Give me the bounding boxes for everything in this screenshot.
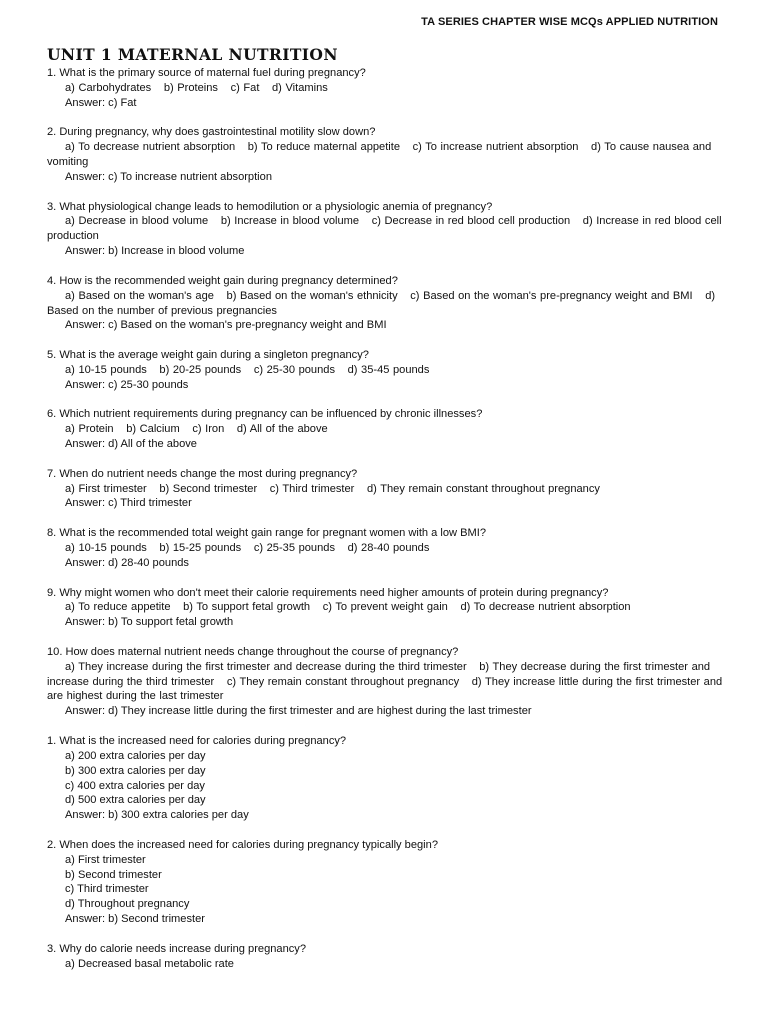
answer-option: d) Throughout pregnancy (65, 898, 190, 911)
answer-text: Answer: b) To support fetal growth (65, 616, 234, 629)
answer-option: d) They remain constant throughout pregnancy (366, 482, 600, 495)
answer-option: d) 35-45 pounds (347, 363, 430, 376)
answer-text: Answer: b) 300 extra calories per day (65, 809, 249, 822)
answer-option: b) Proteins (163, 81, 218, 94)
answer-option: a) First trimester (65, 853, 146, 866)
question-text: 2. During pregnancy, why does gastrointestinal motility slow down? (47, 126, 376, 139)
answer-option: a) Based on the woman's age (65, 289, 214, 302)
question-block (47, 838, 727, 927)
answer-text: Answer: c) Third trimester (65, 497, 192, 510)
answer-option: d) To cause nausea and vomiting (47, 141, 712, 169)
answer-option: b) To reduce maternal appetite (247, 141, 401, 154)
question-options (47, 363, 727, 378)
answer-option: b) 20-25 pounds (159, 363, 242, 376)
question-text: 3. Why do calorie needs increase during pregnancy? (47, 942, 307, 955)
answer-option: d) Increase in red blood cell production (47, 215, 722, 243)
question-options (47, 660, 727, 705)
answer-option: c) Based on the woman's pre-pregnancy weight and BMI (410, 289, 693, 302)
answer-text: Answer: c) Based on the woman's pre-pregnancy weight and BMI (65, 319, 387, 332)
answer-option: a) Decrease in blood volume (65, 215, 209, 228)
question-list (47, 66, 727, 986)
question-text: 2. When does the increased need for calories during pregnancy typically begin? (47, 838, 438, 851)
answer-text: Answer: c) To increase nutrient absorption (65, 170, 272, 183)
answer-option: c) 400 extra calories per day (65, 779, 205, 792)
answer-option: b) Increase in blood volume (220, 215, 360, 228)
question-options (47, 422, 727, 437)
answer-option: d) Based on the number of previous pregnancies (47, 289, 716, 317)
answer-option: c) Third trimester (65, 883, 149, 896)
answer-option: c) 25-35 pounds (253, 542, 335, 554)
answer-option: b) Second trimester (159, 482, 258, 495)
answer-option: c) Decrease in red blood cell production (371, 215, 571, 228)
answer-option: d) All of the above (236, 423, 328, 436)
answer-option: b) Calcium (126, 423, 180, 436)
answer-option: b) To support fetal growth (183, 601, 311, 614)
question-block (47, 526, 727, 571)
answer-text: Answer: c) Fat (65, 96, 137, 109)
answer-option: a) Protein (65, 423, 114, 436)
question-block (47, 407, 727, 452)
question-text: 7. When do nutrient needs change the most during pregnancy? (47, 467, 358, 480)
question-text: 5. What is the average weight gain during a singleton pregnancy? (47, 349, 369, 362)
answer-option: c) They remain constant throughout pregnancy (226, 675, 460, 688)
question-options (47, 140, 727, 170)
question-text: 8. What is the recommended total weight gain range for pregnant women with a low BMI? (47, 527, 487, 540)
answer-option: b) They decrease during the first trimester and increase during the third trimester (47, 660, 711, 688)
answer-option: c) To prevent weight gain (322, 601, 448, 614)
answer-option: d) Vitamins (272, 81, 328, 94)
answer-text: Answer: b) Increase in blood volume (65, 245, 245, 258)
answer-option: a) To decrease nutrient absorption (65, 141, 236, 154)
answer-option: d) 28-40 pounds (347, 542, 430, 554)
answer-text: Answer: d) All of the above (65, 438, 197, 451)
answer-option: b) 15-25 pounds (159, 542, 242, 554)
answer-option: c) 25-30 pounds (253, 363, 335, 376)
answer-option: b) Based on the woman's ethnicity (226, 289, 398, 302)
answer-option: a) Decreased basal metabolic rate (65, 957, 234, 970)
question-options (47, 482, 727, 497)
answer-option: c) Fat (230, 81, 260, 94)
answer-option: a) 200 extra calories per day (65, 749, 206, 762)
question-options (47, 214, 727, 244)
answer-option: d) They increase little during the first trimester and are highest during the last trimester (47, 675, 723, 703)
question-options (47, 81, 727, 96)
answer-option: a) 10-15 pounds (65, 542, 147, 554)
question-block (47, 942, 727, 972)
question-text: 1. What is the primary source of maternal fuel during pregnancy? (47, 67, 366, 79)
question-text: 1. What is the increased need for calories during pregnancy? (47, 734, 347, 747)
answer-text: Answer: d) 28-40 pounds (65, 556, 189, 569)
question-options (47, 541, 727, 556)
unit-title: UNIT 1 MATERNAL NUTRITION (47, 45, 338, 64)
question-text: 6. Which nutrient requirements during pregnancy can be influenced by chronic illnesses? (47, 408, 483, 421)
question-options (47, 600, 727, 615)
question-text: 3. What physiological change leads to hemodilution or a physiologic anemia of pregnancy? (47, 200, 493, 213)
answer-text: Answer: d) They increase little during the first trimester and are highest during the last trimester (65, 705, 532, 718)
question-block (47, 734, 727, 823)
question-block (47, 645, 727, 719)
answer-option: a) They increase during the first trimester and decrease during the third trimester (65, 660, 467, 673)
answer-option: b) Second trimester (65, 868, 162, 881)
answer-option: c) Third trimester (269, 482, 355, 495)
question-block (47, 274, 727, 333)
question-block (47, 200, 727, 259)
page-header: TA SERIES CHAPTER WISE MCQs APPLIED NUTRITION (421, 16, 718, 28)
question-text: 10. How does maternal nutrient needs change throughout the course of pregnancy? (47, 645, 459, 658)
answer-option: c) To increase nutrient absorption (412, 141, 579, 154)
question-block (47, 467, 727, 512)
question-block (47, 348, 727, 393)
answer-option: d) To decrease nutrient absorption (460, 601, 631, 614)
question-text: 4. How is the recommended weight gain during pregnancy determined? (47, 274, 398, 287)
answer-option: a) First trimester (65, 482, 147, 495)
question-text: 9. Why might women who don't meet their calorie requirements need higher amounts of protein during pregnancy? (47, 586, 609, 599)
answer-option: a) 10-15 pounds (65, 363, 147, 376)
question-options (47, 289, 727, 319)
answer-option: c) Iron (192, 423, 225, 436)
answer-text: Answer: b) Second trimester (65, 913, 205, 926)
answer-option: b) 300 extra calories per day (65, 764, 206, 777)
question-block (47, 66, 727, 111)
answer-option: a) To reduce appetite (65, 601, 171, 614)
question-block (47, 125, 727, 184)
question-block (47, 586, 727, 631)
answer-option: d) 500 extra calories per day (65, 794, 206, 807)
answer-text: Answer: c) 25-30 pounds (65, 378, 189, 391)
answer-option: a) Carbohydrates (65, 81, 152, 94)
